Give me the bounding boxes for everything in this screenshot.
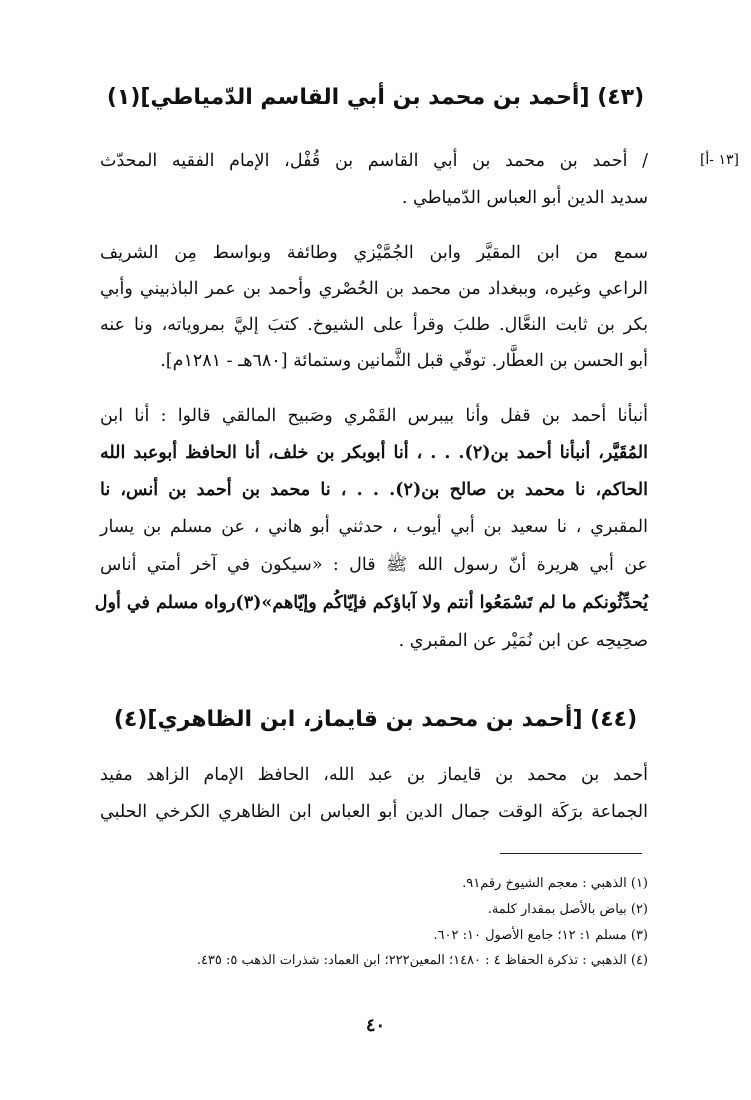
page-number: ٤٠ (365, 1015, 386, 1036)
entry-43-para1-line: / أحمد بن محمد بن أبي القاسم بن قُفْل، الإمام الفقيه المحدّث (100, 151, 648, 171)
entry-43-para3-line: يُحدِّثُونكم ما لم تَسْمَعُوا أنتم ولا آباؤكم فإيّاكُم وإيّاهم»(٣)رواه مسلم في أول (94, 593, 648, 613)
entry-43-para2-line: أبو الحسن بن العطَّار. توفّي قبل الثَّمانين وستمائة [٦٨٠هـ - ١٢٨١م]. (160, 351, 648, 371)
entry-43-para2-line: بكر بن ثابت النعَّال. طلبَ وقرأ على الشيوخ. كتبَ إليَّ بمروياته، ونا عنه (100, 315, 648, 335)
entry-44-para1-line: الجماعة برَكَة الوقت جمال الدين أبو العباس ابن الظاهري الكرخي الحلبي (100, 802, 648, 822)
entry-43-para3-line: أنبأنا أحمد بن قفل وأنا بيبرس القَمْري وصَبيح المالقي قالوا : أنا ابن (100, 406, 648, 426)
footnote-2: (٢) بياض بالأصل بمقدار كلمة. (487, 902, 648, 917)
entry-43-para3-line: المُقَيَّر، أنبأنا أحمد بن(٢). . . ، أنا أبوبكر بن خلف، أنا الحافظ أبوعبد الله (100, 443, 648, 463)
entry-44-para1-line: أحمد بن محمد بن قايماز بن عبد الله، الحافظ الإمام الزاهد مفيد (100, 765, 648, 785)
entry-43-para3-line: الحاكم، نا محمد بن صالح بن(٢). . . ، نا محمد بن أحمد بن أنس، نا (100, 480, 648, 500)
entry-44-title: (٤٤) [أحمد بن محمد بن قايماز، ابن الظاهري](٤) (113, 707, 638, 732)
entry-43-para2-line: الراعي وغيره، وببغداد من محمد بن الحُصْري وأحمد بن عمر الباذبيني وأبي (100, 279, 648, 299)
entry-43-title: (٤٣) [أحمد بن محمد بن أبي القاسم الدّمياطي](١) (106, 85, 645, 110)
footnote-4: (٤) الذهبي : تذكرة الحفاظ ٤ : ١٤٨٠؛ المعين٢٢٢؛ ابن العماد: شذرات الذهب ٥: ٤٣٥. (196, 953, 648, 968)
footnote-separator (500, 853, 642, 854)
entry-43-para3-line: عن أبي هريرة أنّ رسول الله ﷺ قال : «سيكون في آخر أمتي أناس (100, 555, 648, 575)
entry-43-para3-line: صحِيحِه عن ابن نُمَيْر عن المقبري . (398, 631, 648, 651)
entry-43-para3-line: المقبري ، نا سعيد بن أبي أيوب ، حدثني أبو هاني ، عن مسلم بن يسار (100, 517, 648, 537)
manuscript-folio-reference: [١٣ -أ] (699, 152, 739, 168)
footnote-3: (٣) مسلم ١: ١٢؛ جامع الأصول ١٠: ٦٠٢. (433, 928, 648, 943)
entry-43-para1-line: سديد الدين أبو العباس الدّمياطي . (401, 188, 648, 208)
footnote-1: (١) الذهبي : معجم الشيوخ رقم٩١. (462, 876, 648, 891)
entry-43-para2-line: سمع من ابن المقيَّر وابن الجُمَّيْزي وطائفة وبواسط مِن الشريف (100, 243, 648, 263)
